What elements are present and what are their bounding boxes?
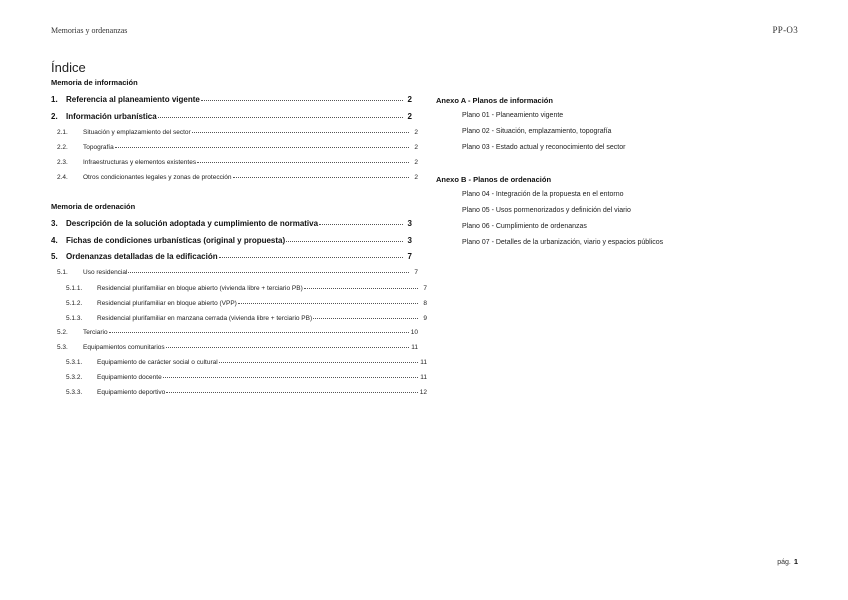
dot-leader	[163, 372, 418, 378]
dot-leader	[219, 357, 418, 363]
toc-entry-text: Infraestructuras y elementos existentes	[83, 159, 197, 166]
plano-item[interactable]: Plano 07 - Detalles de la urbanización, viario y espacios públicos	[462, 239, 664, 246]
toc-entry-text: Residencial plurifamiliar en bloque abierto (VPP)	[97, 300, 237, 307]
toc-entry[interactable]	[51, 342, 418, 351]
toc-entry-text: Equipamiento docente	[97, 374, 162, 381]
toc-entry-number: 5.3.2.	[66, 374, 83, 381]
toc-entry-page: 2	[414, 174, 418, 181]
toc-section-heading: Memoria de ordenación	[51, 202, 136, 211]
toc-entry-page: 12	[419, 389, 427, 396]
dot-leader	[192, 127, 409, 133]
toc-entry[interactable]	[51, 298, 427, 307]
toc-entry-page: 3	[407, 219, 412, 228]
dot-leader	[319, 219, 403, 225]
toc-entry-text: Residencial plurifamiliar en bloque abierto (vivienda libre + terciario PB)	[97, 285, 303, 292]
dot-leader	[201, 95, 403, 101]
toc-entry-number: 1.	[51, 95, 58, 104]
toc-entry-number: 5.	[51, 252, 58, 261]
annex-title: Anexo B - Planos de ordenación	[436, 175, 552, 184]
toc-entry[interactable]	[51, 172, 418, 181]
toc-entry-page: 11	[420, 374, 427, 381]
toc-entry-text: Situación y emplazamiento del sector	[83, 129, 191, 136]
toc-entry[interactable]	[51, 219, 412, 228]
toc-entry-text: Topografía	[83, 144, 114, 151]
toc-entry[interactable]	[51, 252, 412, 261]
toc-entry-text: Equipamiento deportivo	[97, 389, 166, 396]
page-label: pág.	[777, 559, 791, 566]
toc-entry-page: 9	[423, 315, 427, 322]
dot-leader	[219, 252, 403, 258]
toc-entry-page: 2	[407, 95, 412, 104]
toc-entry-text: Otros condicionantes legales y zonas de protección	[83, 174, 232, 181]
dot-leader	[166, 387, 418, 393]
toc-entry-number: 5.3.1.	[66, 359, 83, 366]
toc-entry-number: 5.3.3.	[66, 389, 83, 396]
toc-entry[interactable]	[51, 127, 418, 136]
plano-item[interactable]: Plano 06 - Cumplimiento de ordenanzas	[462, 223, 587, 230]
page-title: Índice	[51, 60, 86, 75]
dot-leader	[115, 142, 409, 148]
plano-item[interactable]: Plano 01 - Planeamiento vigente	[462, 112, 564, 119]
toc-entry-page: 8	[423, 300, 427, 307]
toc-entry-number: 5.1.2.	[66, 300, 83, 307]
toc-entry-number: 2.1.	[57, 129, 68, 136]
toc-entry-number: 2.2.	[57, 144, 68, 151]
document-code: PP-O3	[772, 25, 798, 35]
plano-item[interactable]: Plano 05 - Usos pormenorizados y definición del viario	[462, 207, 631, 214]
plano-item[interactable]: Plano 04 - Integración de la propuesta en el entorno	[462, 191, 624, 198]
dot-leader	[197, 157, 409, 163]
plano-item[interactable]: Plano 02 - Situación, emplazamiento, topografía	[462, 128, 612, 135]
toc-entry[interactable]	[51, 112, 412, 121]
toc-entry-text: Equipamiento de carácter social o cultural	[97, 359, 218, 366]
toc-entry[interactable]	[51, 95, 412, 104]
dot-leader	[286, 236, 403, 242]
toc-section-heading: Memoria de información	[51, 78, 138, 87]
dot-leader	[304, 283, 418, 289]
toc-entry-number: 2.3.	[57, 159, 68, 166]
toc-entry-page: 2	[414, 159, 418, 166]
toc-entry-page: 2	[414, 144, 418, 151]
toc-entry-page: 7	[414, 269, 418, 276]
toc-entry-page: 7	[407, 252, 412, 261]
dot-leader	[158, 112, 403, 118]
toc-entry-page: 2	[414, 129, 418, 136]
toc-entry[interactable]	[51, 236, 412, 245]
toc-entry-text: Uso residencial	[83, 269, 128, 276]
toc-entry-number: 2.	[51, 112, 58, 121]
toc-entry-number: 2.4.	[57, 174, 68, 181]
toc-entry-page: 7	[423, 285, 427, 292]
toc-entry-text: Terciario	[83, 329, 108, 336]
toc-entry-page: 3	[407, 236, 412, 245]
plano-item[interactable]: Plano 03 - Estado actual y reconocimiento del sector	[462, 144, 626, 151]
dot-leader	[233, 172, 409, 178]
toc-entry-number: 5.1.	[57, 269, 68, 276]
toc-entry-number: 3.	[51, 219, 58, 228]
toc-entry-page: 2	[407, 112, 412, 121]
toc-entry-number: 5.1.1.	[66, 285, 83, 292]
toc-entry-number: 5.2.	[57, 329, 68, 336]
dot-leader	[313, 313, 418, 319]
toc-entry-text: Fichas de condiciones urbanísticas (original y propuesta)	[66, 236, 286, 245]
toc-entry[interactable]	[51, 157, 418, 166]
toc-entry[interactable]	[51, 313, 427, 322]
toc-entry[interactable]	[51, 387, 427, 396]
dot-leader	[128, 267, 409, 273]
toc-entry-text: Ordenanzas detalladas de la edificación	[66, 252, 218, 261]
toc-entry-number: 5.1.3.	[66, 315, 83, 322]
toc-entry-text: Referencia al planeamiento vigente	[66, 95, 200, 104]
toc-entry[interactable]	[51, 357, 427, 366]
toc-entry-text: Equipamientos comunitarios	[83, 344, 165, 351]
toc-entry[interactable]	[51, 372, 427, 381]
dot-leader	[238, 298, 418, 304]
toc-entry-text: Residencial plurifamiliar en manzana cerrada (vivienda libre + terciario PB)	[97, 315, 313, 322]
toc-entry-number: 5.3.	[57, 344, 68, 351]
toc-entry-number: 4.	[51, 236, 58, 245]
toc-entry-page: 10	[410, 329, 418, 336]
toc-entry-page: 11	[420, 359, 427, 366]
toc-entry-text: Información urbanística	[66, 112, 157, 121]
dot-leader	[109, 327, 409, 333]
running-header-title: Memorias y ordenanzas	[51, 26, 128, 35]
page-number	[777, 557, 798, 566]
toc-entry-text: Descripción de la solución adoptada y cumplimiento de normativa	[66, 219, 319, 228]
toc-entry[interactable]	[51, 283, 427, 292]
page-value: 1	[793, 557, 798, 566]
dot-leader	[166, 342, 409, 348]
toc-entry[interactable]	[51, 142, 418, 151]
toc-entry[interactable]	[51, 267, 418, 276]
annex-title: Anexo A - Planos de información	[436, 96, 553, 105]
toc-entry[interactable]	[51, 327, 418, 336]
toc-entry-page: 11	[411, 344, 418, 351]
